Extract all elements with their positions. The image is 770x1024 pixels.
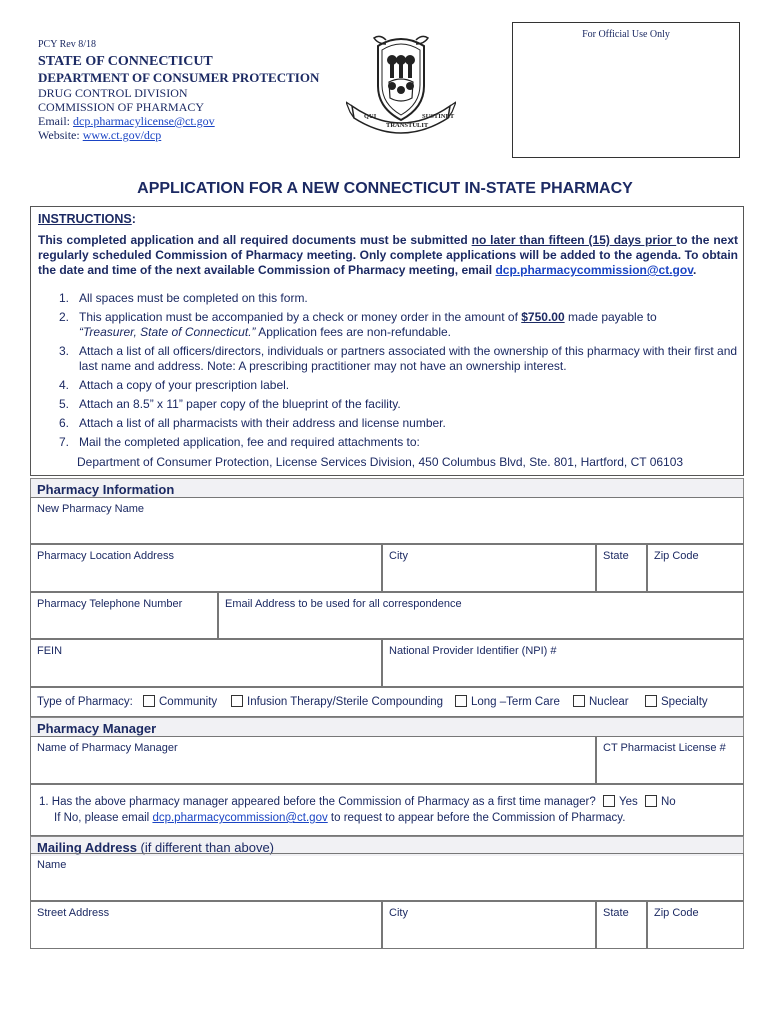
option-label: Yes (618, 796, 638, 808)
pharmacy-info-heading: Pharmacy Information (30, 478, 744, 498)
checkbox[interactable] (645, 795, 657, 807)
mailing-instructions-address: Department of Consumer Protection, License Services Division, 450 Columbus Blvd, Ste. 801, Hartford, CT 06103 (77, 455, 684, 469)
state-seal-icon (346, 28, 456, 138)
field-label: Street Address (37, 907, 110, 919)
field-label: Name of Pharmacy Manager (37, 742, 178, 754)
checkbox[interactable] (143, 695, 155, 707)
pharmacy-email-field[interactable] (218, 592, 744, 639)
list-number: 3. (58, 344, 69, 358)
list-text: Attach a list of all pharmacists with their address and license number. (79, 416, 446, 430)
list-number: 2. (58, 310, 69, 324)
list-text: made payable to (564, 310, 657, 324)
website-label: Website: (38, 128, 83, 142)
type-ltc-option[interactable] (455, 695, 560, 708)
type-specialty-option[interactable] (645, 695, 708, 708)
list-text: Attach a list of all officers/directors, individuals or partners associated with the ownership of this pharmacy with their first and last name and address. Note: A prescribing practitioner may not have an ownership interest. (79, 344, 738, 373)
option-label: Community (159, 696, 218, 708)
field-label: City (389, 550, 408, 562)
field-label: National Provider Identifier (NPI) # (389, 645, 557, 657)
field-label: State (603, 550, 629, 562)
commission-email-link-2[interactable]: dcp.pharmacycommission@ct.gov (152, 812, 328, 824)
checkbox[interactable] (645, 695, 657, 707)
manager-name-field[interactable] (30, 736, 596, 784)
manager-question (39, 794, 743, 810)
list-number: 7. (58, 435, 69, 449)
field-label: Zip Code (654, 550, 699, 562)
field-label: Pharmacy Location Address (37, 550, 174, 562)
checkbox[interactable] (455, 695, 467, 707)
type-community-option[interactable] (143, 695, 217, 708)
instructions-list (51, 291, 741, 454)
option-label: Long –Term Care (471, 696, 560, 708)
field-label: State (603, 907, 629, 919)
npi-field[interactable] (382, 639, 744, 687)
answer-no[interactable] (645, 796, 676, 808)
form-revision: PCY Rev 8/18 (38, 39, 96, 50)
seal-motto-mid: TRANSTULIT (386, 122, 429, 129)
field-label: Email Address to be used for all correspondence (225, 598, 462, 610)
instructions-heading (38, 212, 136, 226)
list-number: 5. (58, 397, 69, 411)
field-label: Name (37, 859, 67, 871)
instructions-heading-colon: : (131, 212, 136, 226)
list-number: 6. (58, 416, 69, 430)
question-text: 1. Has the above pharmacy manager appeared before the Commission of Pharmacy as a first time manager? (39, 796, 596, 808)
official-use-box (512, 22, 740, 158)
para-deadline: no later than fifteen (15) days prior (471, 233, 677, 247)
header-email-line (38, 114, 215, 129)
para-part-a: This completed application and all required documents must be submitted (38, 233, 472, 247)
instructions-paragraph (38, 233, 738, 278)
instructions-box (30, 206, 744, 476)
list-text: This application must be accompanied by a check or money order in the amount of (79, 310, 522, 324)
pharmacy-manager-heading: Pharmacy Manager (30, 717, 744, 737)
seal-motto-right: SUSTINET (422, 113, 455, 120)
commission-email-link[interactable]: dcp.pharmacycommission@ct.gov (495, 263, 693, 277)
answer-yes[interactable] (603, 796, 638, 808)
option-label: Specialty (661, 696, 708, 708)
list-text: All spaces must be completed on this form. (79, 291, 308, 305)
pharmacy-state-field[interactable] (596, 544, 647, 592)
fein-field[interactable] (30, 639, 382, 687)
list-item (51, 397, 741, 412)
para-part-c: to the next regularly scheduled Commission of Pharmacy meeting. Only complete applications will be added to the agenda. To obtain the date and time of the next available Commission of Pharmacy meeting, email (38, 233, 738, 277)
mailing-title: Mailing Address (37, 840, 137, 855)
list-text: Attach a copy of your prescription label. (79, 378, 290, 392)
field-label: CT Pharmacist License # (603, 742, 726, 754)
followup-text: If No, please email (54, 812, 153, 824)
field-label: Zip Code (654, 907, 699, 919)
type-nuclear-option[interactable] (573, 695, 629, 708)
option-label: Nuclear (589, 696, 629, 708)
pharmacy-address-field[interactable] (30, 544, 382, 592)
field-label: New Pharmacy Name (37, 503, 144, 515)
list-number: 4. (58, 378, 69, 392)
field-label: City (389, 907, 408, 919)
header-website-line (38, 128, 161, 143)
manager-question-box (30, 784, 744, 836)
seal-motto-left: QUI (364, 113, 377, 120)
page-title: APPLICATION FOR A NEW CONNECTICUT IN-STATE PHARMACY (137, 180, 633, 197)
list-item (51, 378, 741, 393)
option-label: Infusion Therapy/Sterile Compounding (247, 696, 444, 708)
list-text: Mail the completed application, fee and required attachments to: (79, 435, 420, 449)
para-end: . (693, 263, 697, 277)
instructions-heading-text: INSTRUCTIONS (38, 212, 132, 226)
list-text: Application fees are non-refundable. (255, 325, 451, 339)
option-label: No (660, 796, 676, 808)
type-infusion-option[interactable] (231, 695, 443, 708)
mailing-zip-field[interactable] (647, 901, 744, 949)
pharmacy-type-label: Type of Pharmacy: (37, 696, 133, 708)
pharmacy-phone-field[interactable] (30, 592, 218, 639)
followup-text: to request to appear before the Commission of Pharmacy. (327, 812, 626, 824)
mailing-street-field[interactable] (30, 901, 382, 949)
manager-license-field[interactable] (596, 736, 744, 784)
pharmacy-zip-field[interactable] (647, 544, 744, 592)
list-number: 1. (58, 291, 69, 305)
header-email-link[interactable]: dcp.pharmacylicense@ct.gov (73, 114, 215, 128)
list-item (51, 435, 741, 450)
checkbox[interactable] (573, 695, 585, 707)
pharmacy-type-row (30, 687, 744, 717)
pharmacy-name-field[interactable] (30, 497, 744, 544)
department-name: DEPARTMENT OF CONSUMER PROTECTION (38, 70, 320, 85)
field-label: Pharmacy Telephone Number (37, 598, 183, 610)
mailing-state-field[interactable] (596, 901, 647, 949)
payee-name: “Treasurer, State of Connecticut.” (79, 325, 256, 339)
manager-question-followup (39, 810, 743, 826)
email-label: Email: (38, 114, 73, 128)
checkbox[interactable] (231, 695, 243, 707)
mailing-note: (if different than above) (136, 840, 275, 855)
mailing-name-field[interactable] (30, 853, 744, 901)
fee-amount: $750.00 (521, 310, 565, 324)
list-item (51, 291, 741, 306)
mailing-city-field[interactable] (382, 901, 596, 949)
state-name: STATE OF CONNECTICUT (38, 54, 213, 69)
list-item (51, 344, 741, 374)
checkbox[interactable] (603, 795, 615, 807)
field-label: FEIN (37, 645, 63, 657)
division-name: DRUG CONTROL DIVISION (38, 86, 188, 100)
list-text: Attach an 8.5” x 11” paper copy of the blueprint of the facility. (79, 397, 401, 411)
list-item (51, 416, 741, 431)
pharmacy-city-field[interactable] (382, 544, 596, 592)
commission-name: COMMISSION OF PHARMACY (38, 100, 205, 114)
official-use-label: For Official Use Only (582, 29, 670, 40)
header-website-link[interactable]: www.ct.gov/dcp (82, 128, 162, 142)
list-item (51, 310, 741, 340)
